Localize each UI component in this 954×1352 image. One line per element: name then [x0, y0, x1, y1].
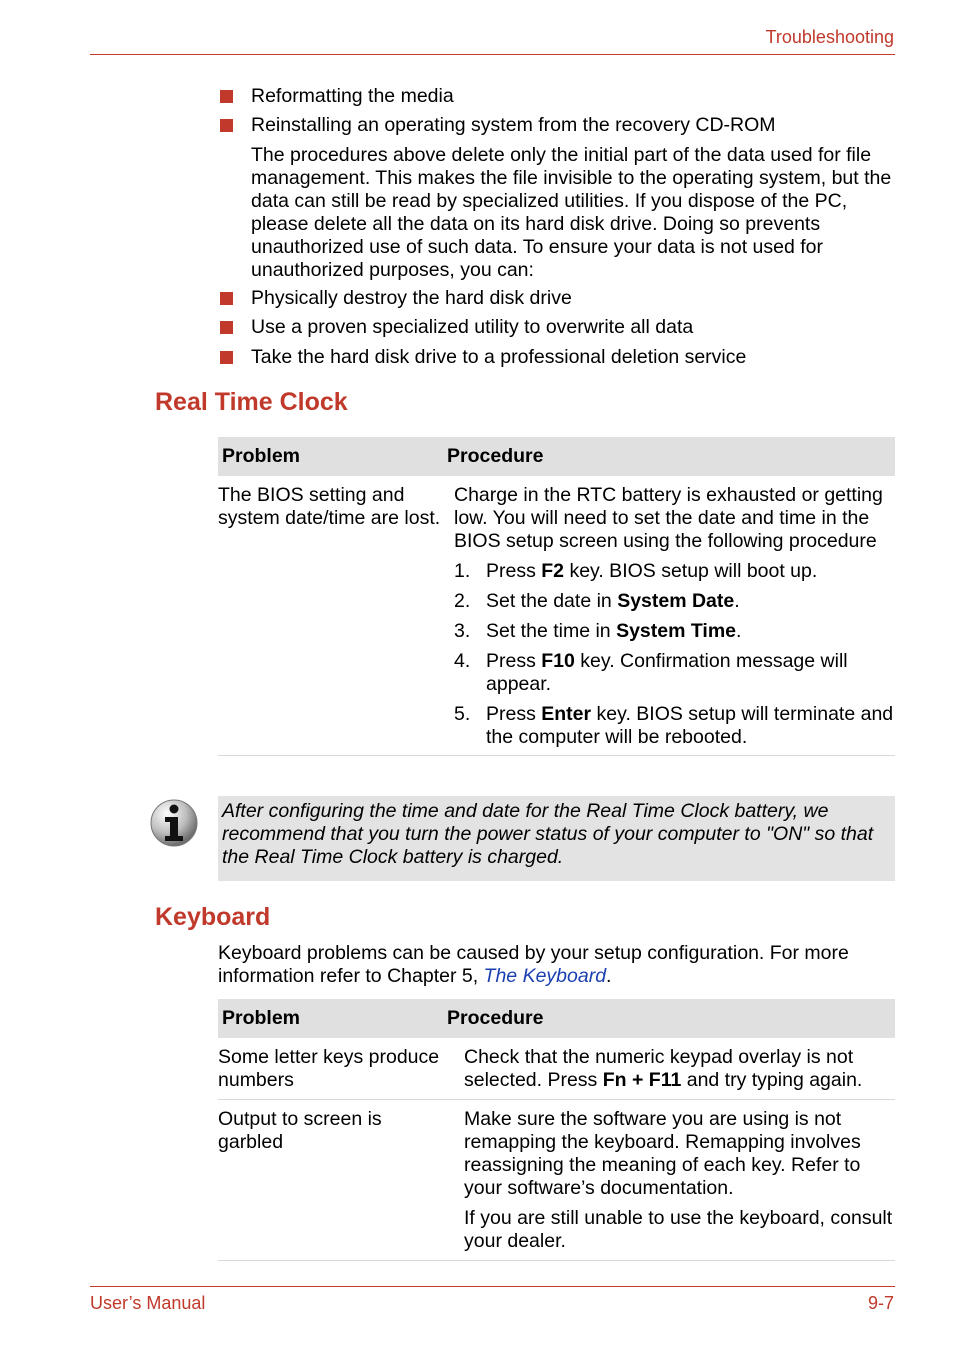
step-item — [454, 650, 895, 696]
table-row — [218, 476, 895, 756]
column-header-procedure: Procedure — [447, 445, 544, 467]
procedure-intro: Charge in the RTC battery is exhausted or getting low. You will need to set the date and time in the BIOS setup screen using the following procedure — [454, 484, 883, 552]
step-text: Press F2 key. BIOS setup will boot up. — [486, 560, 818, 582]
note-text: After configuring the time and date for the Real Time Clock battery, we recommend that you turn the power status of your computer to "ON" so that the Real Time Clock battery is charged. — [222, 800, 874, 868]
header-rule — [90, 54, 895, 55]
step-item — [454, 620, 895, 643]
column-header-problem: Problem — [222, 1007, 301, 1029]
step-number: 3. — [454, 620, 471, 642]
bullet-square-icon — [220, 321, 233, 334]
rtc-table — [218, 437, 895, 756]
problem-cell: Output to screen is garbled — [218, 1108, 382, 1153]
table-row — [218, 1038, 895, 1100]
list-item-text: Reinstalling an operating system from the recovery CD-ROM — [251, 114, 776, 136]
list-item-text: Physically destroy the hard disk drive — [251, 287, 572, 309]
column-header-procedure: Procedure — [447, 1007, 544, 1029]
section-heading-keyboard: Keyboard — [155, 903, 271, 931]
problem-cell: The BIOS setting and system date/time are lost. — [218, 484, 441, 529]
list-item — [220, 85, 900, 108]
list-item-text: Reformatting the media — [251, 85, 454, 107]
page-number: 9-7 — [867, 1293, 894, 1313]
list-item — [220, 287, 900, 310]
footer-rule — [90, 1286, 895, 1287]
step-text: Set the time in System Time. — [486, 620, 742, 642]
list-item-text: Use a proven specialized utility to overwrite all data — [251, 316, 694, 338]
step-number: 2. — [454, 590, 471, 612]
footer-manual-title: User’s Manual — [90, 1293, 206, 1313]
list-item-text: Take the hard disk drive to a professional deletion service — [251, 346, 747, 368]
procedure-paragraph: If you are still unable to use the keyboard, consult your dealer. — [464, 1207, 893, 1252]
info-icon — [149, 798, 199, 848]
step-number: 5. — [454, 703, 471, 725]
note-box — [218, 796, 895, 881]
running-header: Troubleshooting — [765, 27, 894, 47]
bullet-square-icon — [220, 351, 233, 364]
step-item — [454, 703, 895, 749]
list-item — [220, 346, 900, 369]
table-header — [218, 437, 895, 476]
step-number: 1. — [454, 560, 471, 582]
procedure-cell — [464, 1108, 895, 1253]
keyboard-table — [218, 999, 895, 1261]
step-text: Set the date in System Date. — [486, 590, 740, 612]
bullet-square-icon — [220, 90, 233, 103]
procedure-cell — [454, 484, 895, 749]
bullet-square-icon — [220, 119, 233, 132]
problem-cell: Some letter keys produce numbers — [218, 1046, 440, 1091]
column-header-problem: Problem — [222, 445, 301, 467]
procedure-paragraph: Make sure the software you are using is not remapping the keyboard. Remapping involves reassigning the meaning of each key. Refer to your software’s documentation. — [464, 1108, 861, 1199]
step-item — [454, 560, 895, 583]
step-item — [454, 590, 895, 613]
table-row — [218, 1100, 895, 1261]
procedure-cell: Check that the numeric keypad overlay is not selected. Press Fn + F11 and try typing again. — [464, 1046, 863, 1091]
disposal-paragraph: The procedures above delete only the initial part of the data used for file management. This makes the file invisible to the operating system, but the data can still be read by specialized utilities. If you dispose of the PC, please delete all the data on its hard disk drive. Doing so prevents unauthorized use of such data. To ensure your data is not used for unauthorized purposes, you can: — [251, 144, 892, 281]
bullet-square-icon — [220, 292, 233, 305]
keyboard-intro: Keyboard problems can be caused by your setup configuration. For more information refer to Chapter 5, The Keyboard. — [218, 942, 849, 987]
step-text: Press Enter key. BIOS setup will terminate and the computer will be rebooted. — [486, 703, 894, 748]
list-item — [220, 114, 900, 137]
table-header — [218, 999, 895, 1038]
step-text: Press F10 key. Confirmation message will appear. — [486, 650, 848, 695]
chapter-link[interactable]: The Keyboard — [483, 965, 607, 987]
list-item — [220, 316, 900, 339]
section-heading-rtc: Real Time Clock — [155, 388, 348, 416]
step-number: 4. — [454, 650, 471, 672]
